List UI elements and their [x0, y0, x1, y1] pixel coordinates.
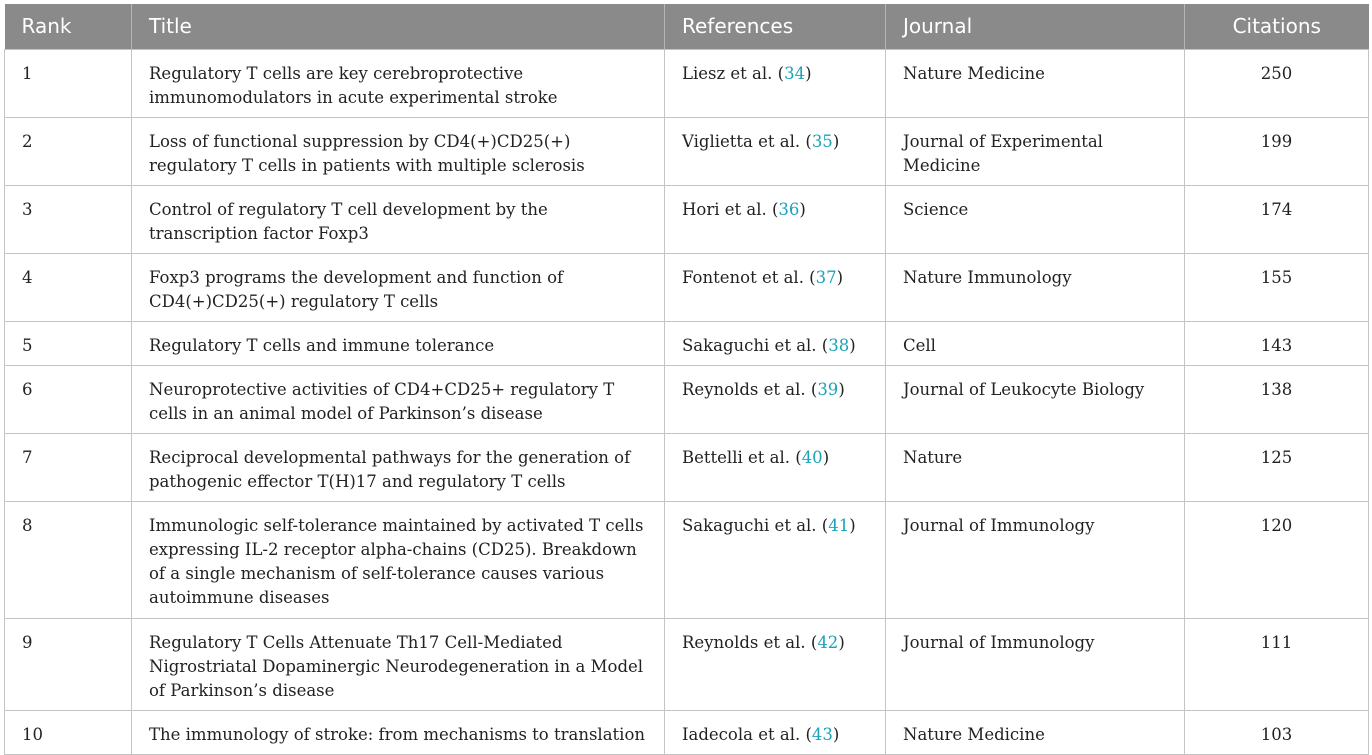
reference-cell — [665, 185, 886, 253]
journal-cell: Science — [886, 185, 1185, 253]
rank-cell: 1 — [5, 49, 132, 117]
citations-cell: 199 — [1185, 117, 1369, 185]
title-cell: Control of regulatory T cell development by the transcription factor Foxp3 — [132, 185, 665, 253]
reference-close: ) — [849, 515, 856, 535]
reference-author: Liesz et al. ( — [682, 63, 785, 83]
reference-link[interactable]: 42 — [817, 632, 839, 652]
reference-link[interactable]: 41 — [828, 515, 850, 535]
reference-close: ) — [822, 447, 830, 467]
title-cell: The immunology of stroke: from mechanisms to translation — [132, 710, 665, 754]
journal-cell: Journal of Immunology — [886, 501, 1185, 618]
rank-cell: 3 — [5, 185, 132, 253]
reference-cell — [665, 321, 886, 365]
table-row — [5, 365, 1369, 433]
reference-link[interactable]: 43 — [811, 724, 833, 744]
reference-author: Viglietta et al. ( — [682, 131, 812, 151]
title-cell: Regulatory T Cells Attenuate Th17 Cell-Mediated Nigrostriatal Dopaminergic Neurodegeneration in a Model of Parkinson’s disease — [132, 618, 665, 710]
citations-cell: 250 — [1185, 49, 1369, 117]
header-journal: Journal — [886, 4, 1185, 49]
journal-cell: Journal of Immunology — [886, 618, 1185, 710]
citations-cell: 111 — [1185, 618, 1369, 710]
reference-author: Sakaguchi et al. ( — [682, 515, 829, 535]
reference-close: ) — [836, 267, 844, 287]
table-row — [5, 253, 1369, 321]
publications-table — [4, 4, 1369, 755]
rank-cell: 10 — [5, 710, 132, 754]
journal-cell: Journal of Experimental Medicine — [886, 117, 1185, 185]
citations-cell: 103 — [1185, 710, 1369, 754]
table-row — [5, 117, 1369, 185]
title-cell: Regulatory T cells and immune tolerance — [132, 321, 665, 365]
citations-cell: 120 — [1185, 501, 1369, 618]
journal-cell: Nature Medicine — [886, 49, 1185, 117]
reference-link[interactable]: 40 — [801, 447, 823, 467]
reference-author: Reynolds et al. ( — [682, 379, 818, 399]
table-row — [5, 433, 1369, 501]
rank-cell: 2 — [5, 117, 132, 185]
reference-close: ) — [849, 335, 856, 355]
reference-author: Hori et al. ( — [682, 199, 779, 219]
table-row — [5, 618, 1369, 710]
reference-cell — [665, 117, 886, 185]
title-cell: Reciprocal developmental pathways for the generation of pathogenic effector T(H)17 and regulatory T cells — [132, 433, 665, 501]
citations-cell: 125 — [1185, 433, 1369, 501]
reference-cell — [665, 433, 886, 501]
rank-cell: 4 — [5, 253, 132, 321]
citations-cell: 138 — [1185, 365, 1369, 433]
reference-link[interactable]: 34 — [784, 63, 806, 83]
citations-cell: 143 — [1185, 321, 1369, 365]
reference-author: Sakaguchi et al. ( — [682, 335, 829, 355]
reference-close: ) — [805, 63, 812, 83]
journal-cell: Nature Medicine — [886, 710, 1185, 754]
reference-link[interactable]: 38 — [828, 335, 850, 355]
journal-cell: Nature — [886, 433, 1185, 501]
reference-link[interactable]: 35 — [811, 131, 833, 151]
reference-close: ) — [799, 199, 806, 219]
table-header — [5, 4, 1369, 49]
citations-cell: 174 — [1185, 185, 1369, 253]
title-cell: Foxp3 programs the development and function of CD4(+)CD25(+) regulatory T cells — [132, 253, 665, 321]
header-references: References — [665, 4, 886, 49]
rank-cell: 5 — [5, 321, 132, 365]
reference-author: Bettelli et al. ( — [682, 447, 802, 467]
reference-author: Fontenot et al. ( — [682, 267, 816, 287]
reference-close: ) — [832, 131, 840, 151]
citations-cell: 155 — [1185, 253, 1369, 321]
table-row — [5, 49, 1369, 117]
title-cell: Loss of functional suppression by CD4(+)CD25(+) regulatory T cells in patients with multiple sclerosis — [132, 117, 665, 185]
reference-close: ) — [838, 379, 845, 399]
reference-close: ) — [838, 632, 845, 652]
table-row — [5, 321, 1369, 365]
reference-cell — [665, 49, 886, 117]
reference-link[interactable]: 36 — [778, 199, 800, 219]
header-rank: Rank — [5, 4, 132, 49]
reference-cell — [665, 253, 886, 321]
table-row — [5, 501, 1369, 618]
journal-cell: Nature Immunology — [886, 253, 1185, 321]
journal-cell: Journal of Leukocyte Biology — [886, 365, 1185, 433]
reference-link[interactable]: 37 — [815, 267, 837, 287]
header-citations: Citations — [1185, 4, 1369, 49]
reference-close: ) — [832, 724, 840, 744]
table-row — [5, 710, 1369, 754]
header-row — [5, 4, 1369, 49]
rank-cell: 9 — [5, 618, 132, 710]
title-cell: Neuroprotective activities of CD4+CD25+ regulatory T cells in an animal model of Parkinson’s disease — [132, 365, 665, 433]
journal-cell: Cell — [886, 321, 1185, 365]
rank-cell: 7 — [5, 433, 132, 501]
title-cell: Immunologic self-tolerance maintained by activated T cells expressing IL-2 receptor alpha-chains (CD25). Breakdown of a single mechanism of self-tolerance causes various autoimmune diseases — [132, 501, 665, 618]
reference-author: Reynolds et al. ( — [682, 632, 818, 652]
header-title: Title — [132, 4, 665, 49]
reference-cell — [665, 710, 886, 754]
reference-cell — [665, 501, 886, 618]
rank-cell: 6 — [5, 365, 132, 433]
reference-cell — [665, 618, 886, 710]
reference-cell — [665, 365, 886, 433]
reference-link[interactable]: 39 — [817, 379, 839, 399]
table-body — [5, 49, 1369, 754]
rank-cell: 8 — [5, 501, 132, 618]
table-row — [5, 185, 1369, 253]
reference-author: Iadecola et al. ( — [682, 724, 812, 744]
title-cell: Regulatory T cells are key cerebroprotective immunomodulators in acute experimental stroke — [132, 49, 665, 117]
